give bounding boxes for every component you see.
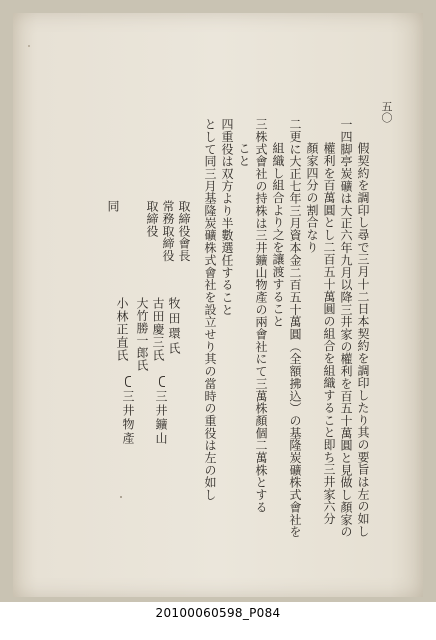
company-name-1: 三井鑛山 xyxy=(154,390,168,446)
officer-title-4: 同 xyxy=(106,200,120,213)
paper-speck xyxy=(28,45,30,47)
page-number: 五〇 xyxy=(380,101,393,123)
bracket-mark-2 xyxy=(125,376,131,387)
text-column-2: 一四脚亭炭礦は大正六年九月以降三井家の權利を百五十萬圓と見做し顏家の xyxy=(339,118,353,538)
text-column-8: こと xyxy=(237,142,251,167)
officer-name-1: 牧田環氏 xyxy=(167,297,181,357)
officer-name-4: 小林正直氏 xyxy=(115,297,129,362)
text-column-6: 組織し組合より之を讓渡すること xyxy=(271,142,285,328)
text-column-9: 四重役は双方より半數選任すること xyxy=(220,118,234,316)
image-caption: 20100060598_P084 xyxy=(155,606,281,620)
text-column-4: 顏家四分の割合なり xyxy=(305,142,319,254)
bracket-mark-1 xyxy=(159,376,165,387)
paper-speck xyxy=(120,496,122,498)
officer-name-3: 大竹勝一郎氏 xyxy=(135,297,149,372)
officer-name-2: 古田慶三氏 xyxy=(151,297,165,362)
officer-title-3: 取締役 xyxy=(145,200,159,238)
text-column-1: 假契約を調印し尋で三月十二日本契約を調印したり其の要旨は左の如し xyxy=(356,142,370,538)
text-column-5: 二更に大正七年三月資本金二百五十萬圓（全額拂込）の基隆炭礦株式會社を xyxy=(288,118,302,538)
company-name-2: 三井物產 xyxy=(121,390,135,446)
text-column-3: 權利を百萬圓とし二百五十萬圓の組合を組織すること即ち三井家六分 xyxy=(322,142,336,525)
text-column-7: 三株式會社の持株は三井鑛山物產の兩會社にて三萬株顏個二萬株とする xyxy=(254,118,268,514)
officer-title-2: 常務取締役 xyxy=(161,200,175,262)
officer-title-1: 取締役會長 xyxy=(177,200,191,262)
text-column-10: として同三月基隆炭礦株式會社を設立せり其の當時の重役は左の如し xyxy=(203,118,217,501)
